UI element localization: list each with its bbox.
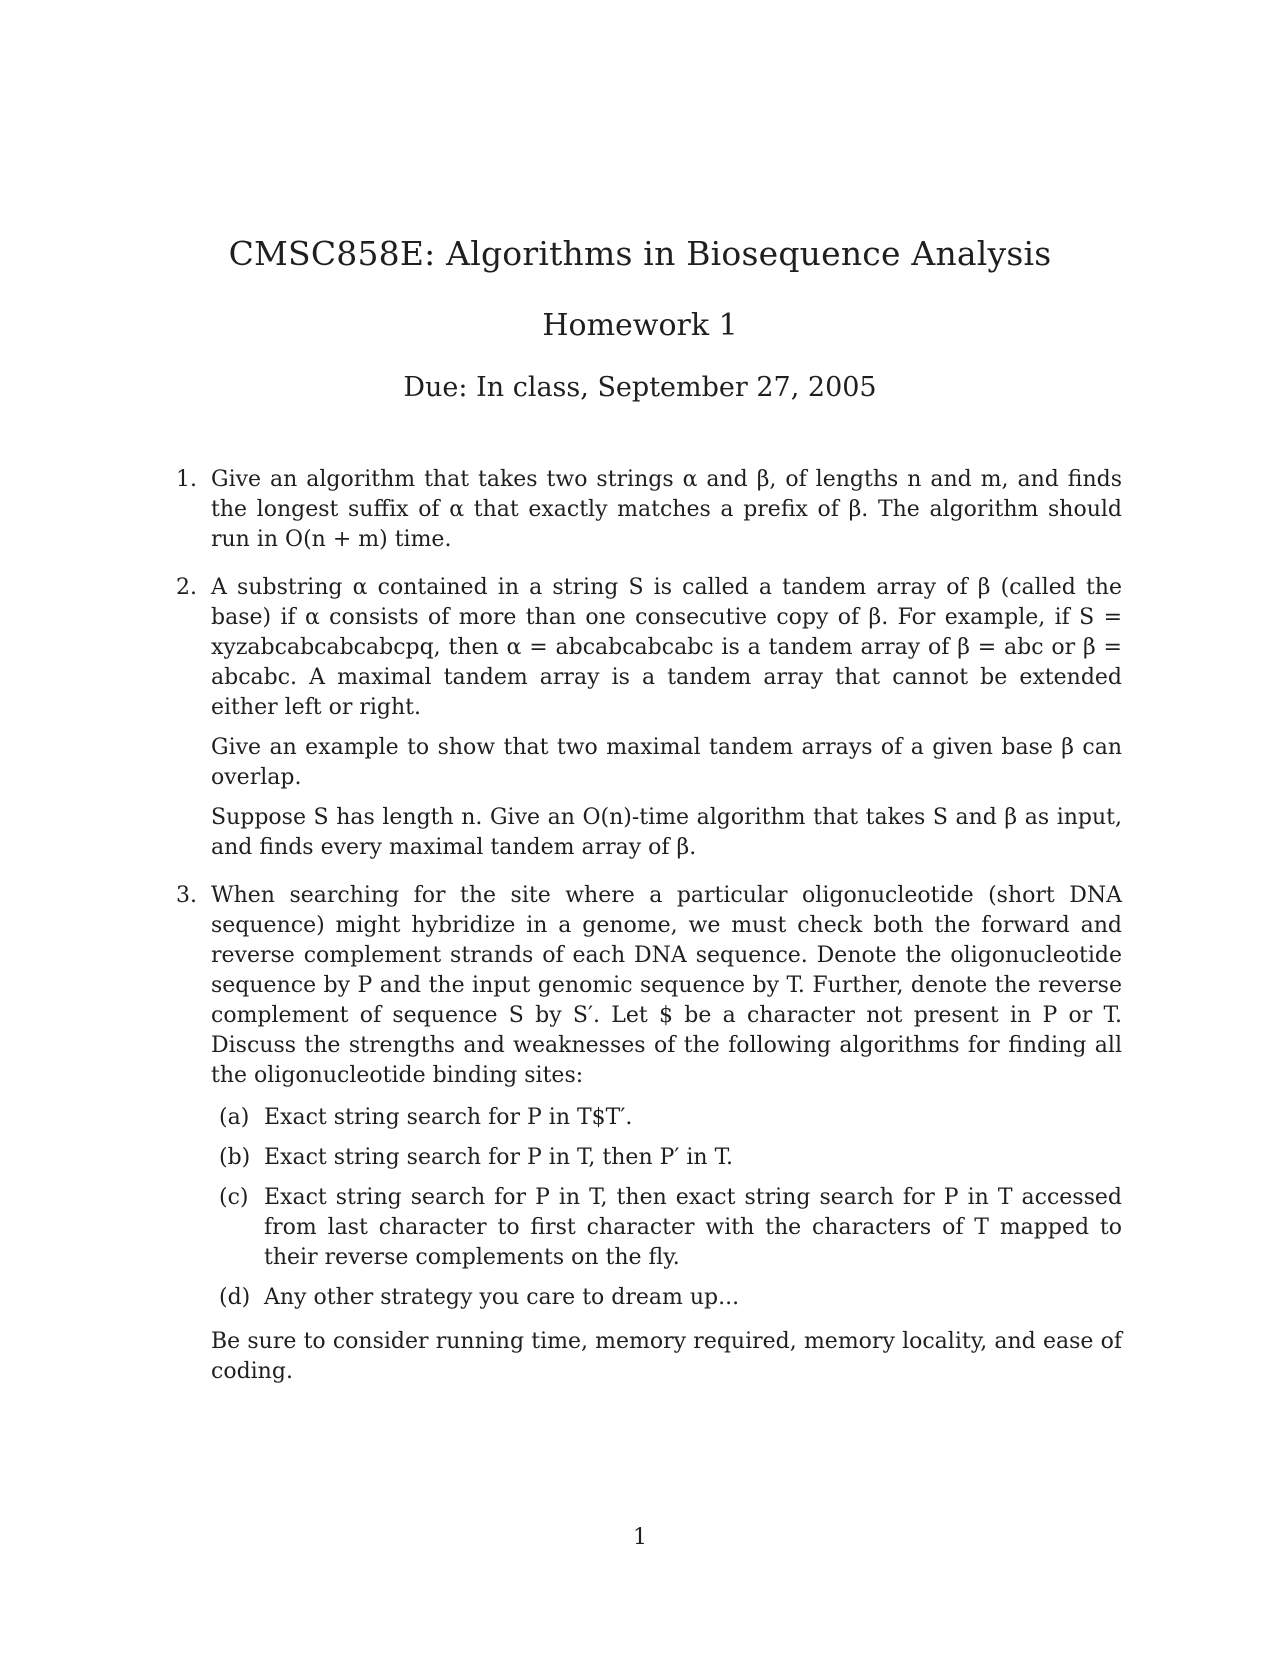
problem-1 <box>176 465 1122 555</box>
subproblem-text: Exact string search for P in T, then exact string search for P in T accessed from last character to first character with the characters of T mapped to their reverse complements on the fly. <box>264 1185 1122 1270</box>
problem-number: 2. <box>176 575 197 600</box>
problem-list <box>176 465 1122 1405</box>
problem-paragraph: Give an example to show that two maximal tandem arrays of a given base β can overlap. <box>211 735 1122 790</box>
subproblem-list <box>211 1103 1122 1313</box>
subproblem-text: Any other strategy you care to dream up... <box>264 1285 740 1310</box>
problem-paragraph: A substring α contained in a string S is called a tandem array of β (called the base) if α consists of more than one consecutive copy of β. For example, if S = xyzabcabcabcabcpq, then α = abcabcabcabc is a tandem array of β = abc or β = abcabc. A maximal tandem array is a tandem array that cannot be extended either left or right. <box>211 575 1122 720</box>
problem-text: Give an algorithm that takes two strings α and β, of lengths n and m, and finds the longest suffix of α that exactly matches a prefix of β. The algorithm should run in O(n + m) time. <box>211 467 1122 552</box>
subproblem-d <box>211 1283 1122 1313</box>
subproblem-text: Exact string search for P in T$T′. <box>264 1105 633 1130</box>
subproblem-label: (a) <box>219 1105 250 1130</box>
due-date: Due: In class, September 27, 2005 <box>403 372 877 403</box>
page-number: 1 <box>633 1525 647 1550</box>
subproblem-c <box>211 1183 1122 1273</box>
subproblem-label: (d) <box>219 1285 251 1310</box>
page-title: CMSC858E: Algorithms in Biosequence Analysis <box>228 234 1052 273</box>
subproblem-b <box>211 1143 1122 1173</box>
subproblem-text: Exact string search for P in T, then P′ in T. <box>264 1145 734 1170</box>
problem-intro: When searching for the site where a particular oligonucleotide (short DNA sequence) might hybridize in a genome, we must check both the forward and reverse complement strands of each DNA sequence. Denote the oligonucleotide sequence by P and the input genomic sequence by T. Further, denote the reverse complement of sequence S by S′. Let $ be a character not present in P or T. Discuss the strengths and weaknesses of the following algorithms for finding all the oligonucleotide binding sites: <box>211 883 1122 1088</box>
problem-outro: Be sure to consider running time, memory required, memory locality, and ease of coding. <box>211 1329 1122 1384</box>
problem-paragraph: Suppose S has length n. Give an O(n)-time algorithm that takes S and β as input, and finds every maximal tandem array of β. <box>211 805 1122 860</box>
problem-number: 1. <box>176 467 197 492</box>
problem-3 <box>176 881 1122 1387</box>
subproblem-a <box>211 1103 1122 1133</box>
subproblem-label: (b) <box>219 1145 251 1170</box>
page-subtitle: Homework 1 <box>542 308 738 343</box>
problem-number: 3. <box>176 883 197 908</box>
subproblem-label: (c) <box>219 1185 249 1210</box>
problem-2 <box>176 573 1122 863</box>
